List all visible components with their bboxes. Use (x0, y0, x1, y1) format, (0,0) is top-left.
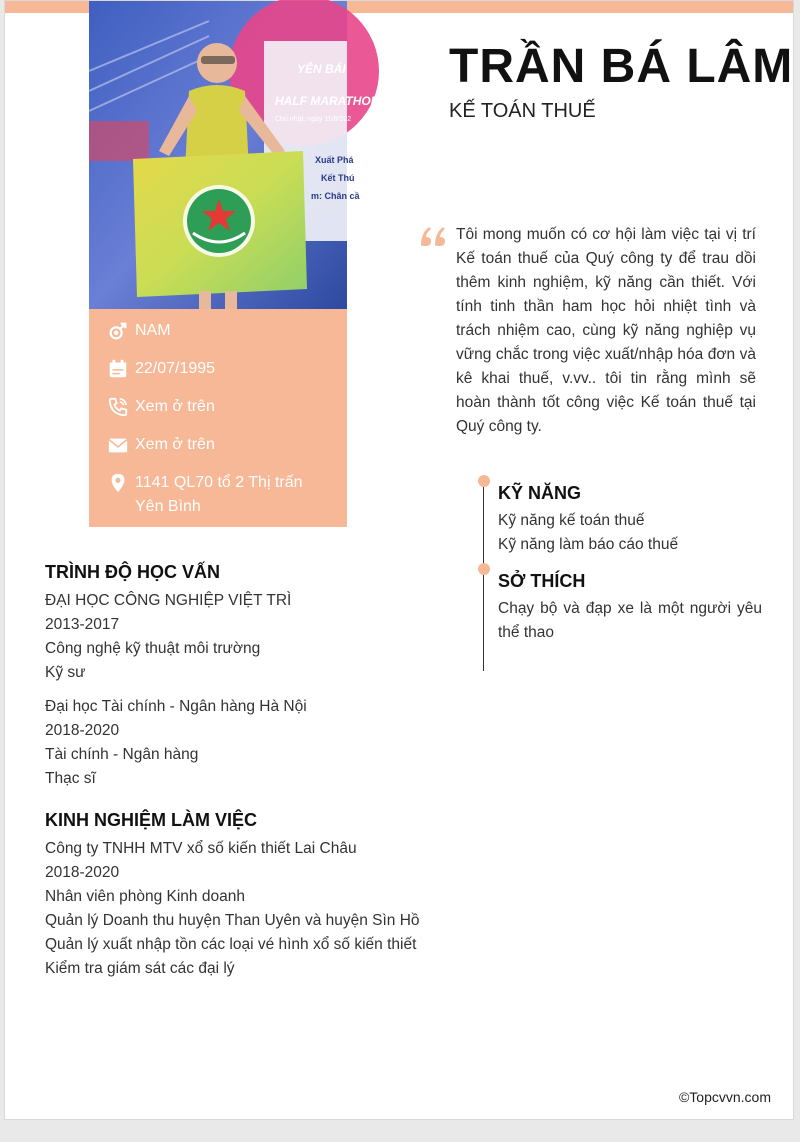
contact-address (107, 471, 333, 519)
phone-text: Xem ở trên (135, 398, 215, 415)
contact-panel (89, 309, 347, 527)
banner-line-6: m: Chân cầ (311, 191, 360, 201)
email-text: Xem ở trên (135, 436, 215, 453)
education-heading: TRÌNH ĐỘ HỌC VẤN (45, 562, 220, 582)
hobbies-heading: SỞ THÍCH (498, 571, 586, 591)
contact-birthday (107, 357, 333, 381)
education-degree: Thạc sĩ (45, 770, 96, 787)
education-school: ĐẠI HỌC CÔNG NGHIỆP VIỆT TRÌ (45, 592, 292, 609)
gender-icon (107, 320, 129, 342)
hobbies-text: Chạy bộ và đạp xe là một người yêu thể thao (498, 600, 762, 641)
contact-email (107, 433, 333, 457)
experience-duty: Quản lý Doanh thu huyện Than Uyên và huyện Sìn Hồ (45, 912, 420, 929)
footer-credit: ©Topcvvn.com (678, 1089, 771, 1105)
profile-photo (89, 1, 380, 309)
education-major: Tài chính - Ngân hàng (45, 746, 199, 763)
banner-line-1: YÊN BÁI (297, 62, 346, 76)
education-entry-2 (45, 695, 421, 791)
calendar-icon (107, 358, 129, 380)
location-icon (107, 472, 129, 494)
birthday-text: 22/07/1995 (135, 360, 216, 377)
banner-line-4: Xuất Phá (315, 155, 354, 165)
timeline-dot-skills (478, 475, 490, 487)
skills-heading: KỸ NĂNG (498, 483, 582, 503)
banner-line-2: HALF MARATHON (275, 94, 380, 108)
experience-years: 2018-2020 (45, 864, 120, 881)
education-years: 2013-2017 (45, 616, 120, 633)
education-years: 2018-2020 (45, 722, 120, 739)
phone-icon (107, 396, 129, 418)
experience-heading: KINH NGHIỆM LÀM VIỆC (45, 810, 258, 830)
job-title: KẾ TOÁN THUẾ (449, 100, 596, 122)
contact-gender (107, 319, 333, 343)
experience-duty: Kiểm tra giám sát các đại lý (45, 960, 235, 977)
banner-line-5: Kết Thú (321, 173, 355, 183)
timeline-line (483, 481, 484, 671)
email-icon (107, 434, 129, 456)
skill-item: Kỹ năng kế toán thuế (498, 512, 645, 529)
gender-text: NAM (135, 322, 171, 339)
education-entry-1 (45, 589, 421, 685)
skill-item: Kỹ năng làm báo cáo thuế (498, 536, 679, 553)
education-major: Công nghệ kỹ thuật môi trường (45, 640, 261, 657)
experience-duty: Quản lý xuất nhập tồn các loại vé hình xổ số kiến thiết (45, 936, 417, 953)
contact-phone (107, 395, 333, 419)
career-objective: Tôi mong muốn có cơ hội làm việc tại vị trí Kế toán thuế của Quý công ty để trau dồi thêm kinh nghiệm, kỹ năng cần thiết. Với tính tinh thần ham học hỏi nhiệt tình và trách nhiệm cao, cùng kỹ năng nghiệp vụ vững chắc trong việc xuất/nhập hóa đơn và kê khai thuế, v.vv.. tôi tin rằng mình sẽ hoàn thành tốt công việc Kế toán thuế tại Quý công ty. (456, 226, 756, 435)
education-school: Đại học Tài chính - Ngân hàng Hà Nội (45, 698, 307, 715)
experience-position: Nhân viên phòng Kinh doanh (45, 888, 245, 905)
banner-line-3: Chủ nhật, ngày 11/8/202 (275, 116, 352, 123)
timeline-dot-hobbies (478, 563, 490, 575)
education-degree: Kỹ sư (45, 664, 86, 681)
candidate-name: TRẦN BÁ LÂM (449, 40, 794, 93)
resume-page (4, 0, 794, 1120)
experience-company: Công ty TNHH MTV xổ số kiến thiết Lai Châu (45, 840, 357, 857)
address-text: 1141 QL70 tổ 2 Thị trấn Yên Bình (135, 474, 303, 515)
experience-entry (45, 837, 421, 981)
quote-icon (419, 223, 449, 249)
